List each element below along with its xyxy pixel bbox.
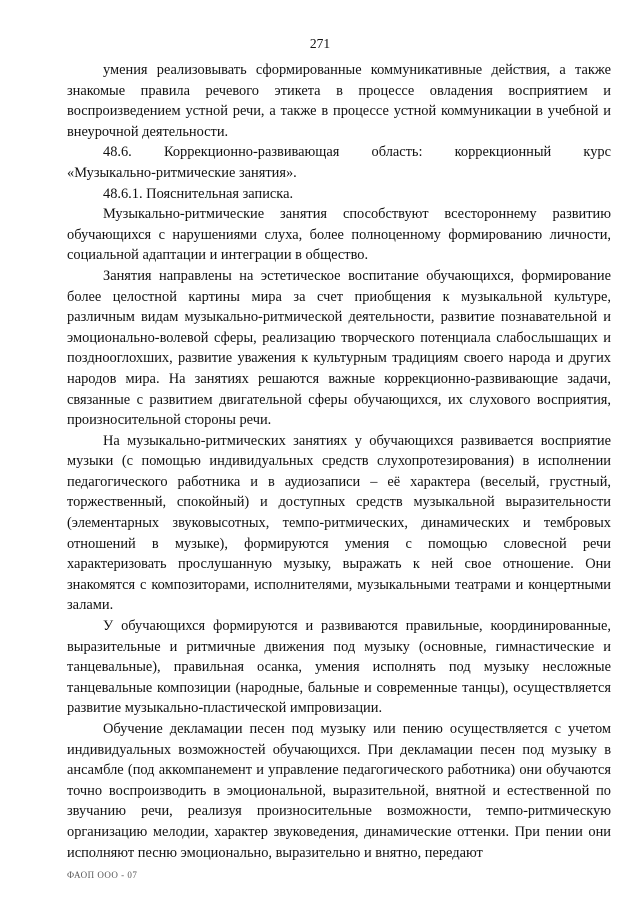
section-heading [67, 142, 611, 163]
heading-word-4: курс [583, 144, 611, 161]
paragraph-perception: На музыкально-ритмических занятиях у обучающихся развивается восприятие музыки (с помощью индивидуальных средств слухопротезирования) в исполнении педагогического работника и в аудиозаписи – её характера (веселый, грустный, торжественный, спокойный) и доступных средств музыкальной выразительности (элементарных звуковысотных, темпо-ритмических, динамических и тембровых отношений в музыке), формируются умения с помощью словесной речи характеризовать прослушанную музыку, выражать к ней свое отношение. Они знакомятся с композиторами, исполнителями, музыкальными театрами и концертными залами. [67, 432, 611, 614]
section-heading-continuation: «Музыкально-ритмические занятия». [67, 164, 297, 181]
paragraph-aims: Занятия направлены на эстетическое воспитание обучающихся, формирование более целостной картины мира за счет приобщения к музыкальной культуре, различным видам музыкально-ритмической деятельности, развитие познавательной и эмоционально-волевой сферы, реализацию творческого потенциала слабослышащих и позднооглохших, развитие уважения к культурным традициям своего народа и других народов мира. На занятиях решаются важные коррекционно-развивающие задачи, связанные с развитием двигательной сферы обучающихся, их слухового восприятия, произносительной стороны речи. [67, 267, 611, 429]
heading-word-2: область: [371, 144, 423, 161]
paragraph-continuation: умения реализовывать сформированные коммуникативные действия, а также знакомые правила речевого этикета в процессе овладения восприятием и воспроизведением устной речи, а также в процессе устной коммуникации в учебной и внеурочной деятельности. [67, 62, 611, 140]
paragraph-movement: У обучающихся формируются и развиваются правильные, координированные, выразительные и ритмичные движения под музыку (основные, гимнастические и танцевальные), правильная осанка, умения исполнять под музыку несложные танцевальные композиции (народные, бальные и современные танцы), осуществляется развитие музыкально-пластической импровизации. [67, 618, 611, 717]
heading-word-3: коррекционный [454, 144, 552, 161]
page-number: 271 [309, 36, 331, 51]
document-body [67, 60, 611, 863]
document-footer: ФАОП ООО - 07 [67, 870, 138, 880]
subsection-heading: 48.6.1. Пояснительная записка. [103, 185, 294, 202]
section-number: 48.6. [103, 144, 132, 161]
paragraph-singing: Обучение декламации песен под музыку или пению осуществляется с учетом индивидуальных возможностей обучающихся. При декламации песен под музыку в ансамбле (под аккомпанемент и управление педагогического работника) они обучаются точно воспроизводить в эмоциональной, выразительной, внятной и естественной по звучанию речи, реализуя произносительные возможности, темпо-ритмическую организацию мелодии, характер звуковедения, динамические оттенки. При пении они исполняют песню эмоционально, выразительно и внятно, передают [67, 721, 611, 861]
paragraph-goals: Музыкально-ритмические занятия способствуют всестороннему развитию обучающихся с нарушениями слуха, более полноценному формированию личности, социальной адаптации и интеграции в общество. [67, 206, 611, 264]
heading-word-1: Коррекционно-развивающая [163, 144, 340, 161]
